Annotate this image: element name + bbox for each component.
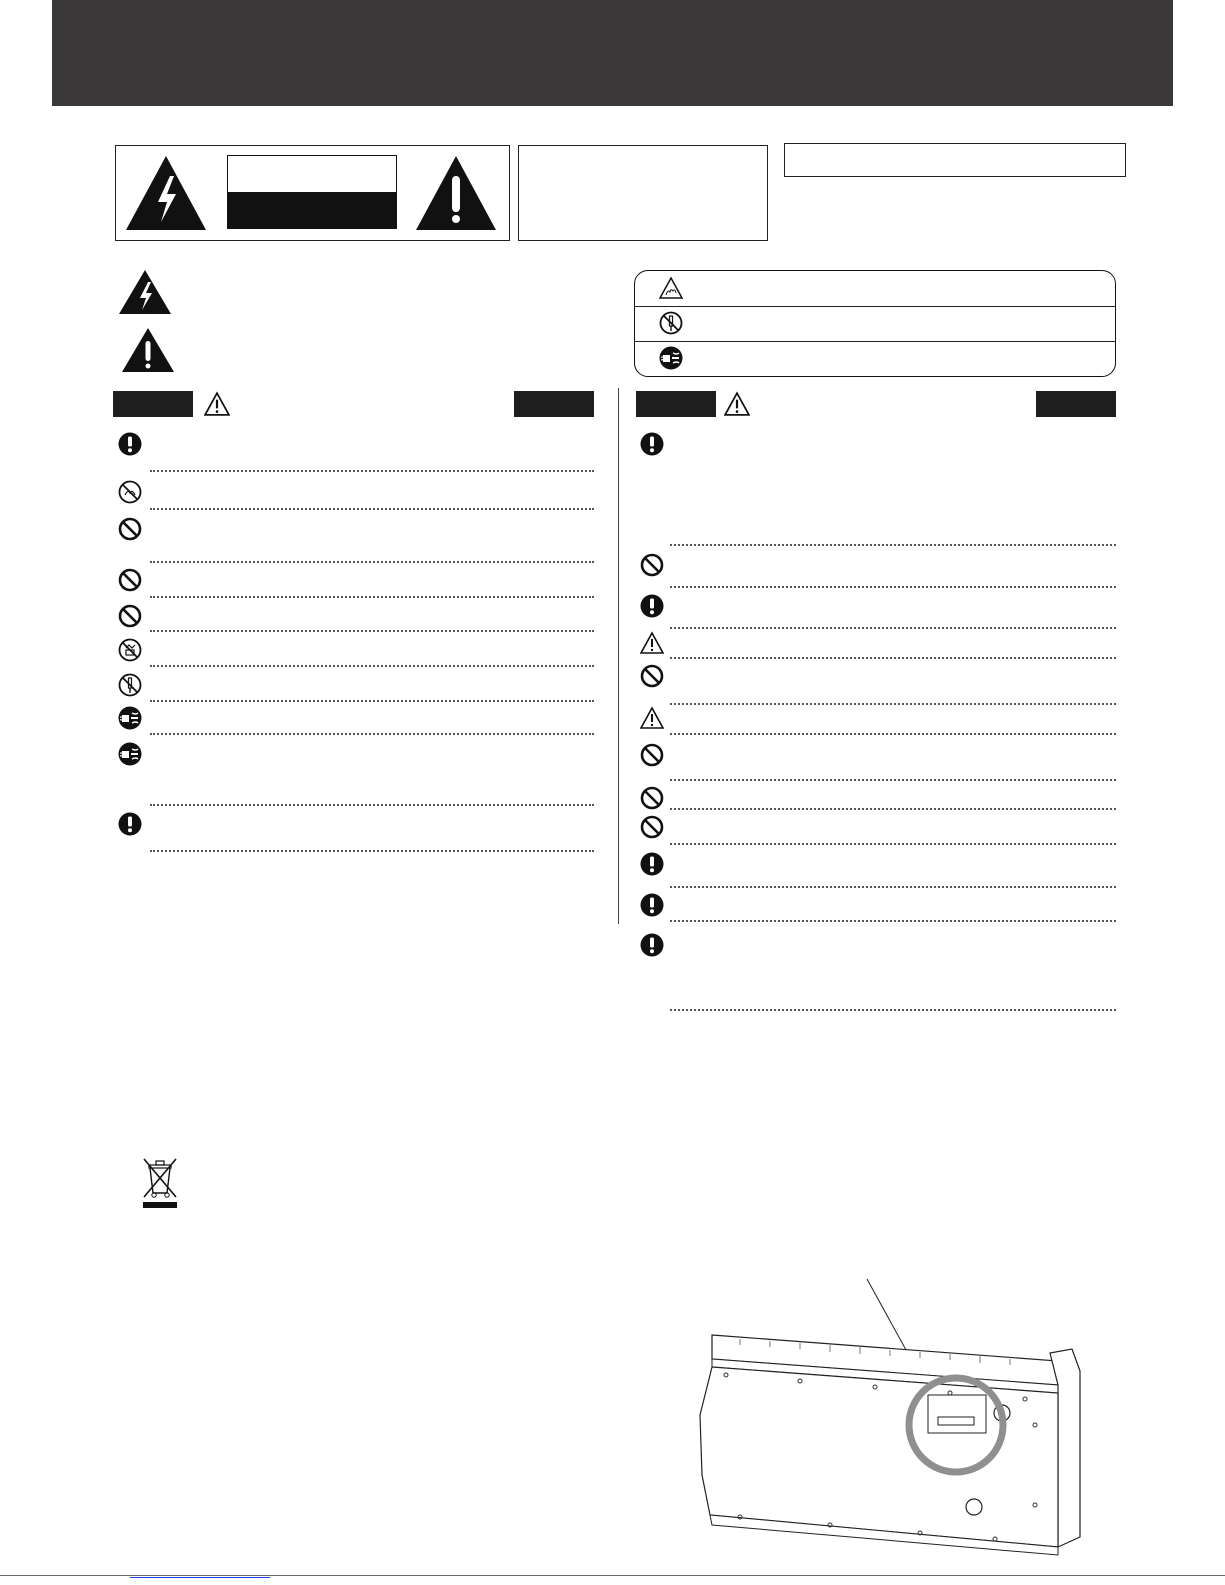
- caution-icon: [203, 391, 231, 417]
- mandatory-icon: [118, 432, 142, 456]
- no-water-icon: [118, 638, 142, 662]
- separator: [670, 920, 1116, 922]
- lightning-symbol-icon: [117, 268, 173, 316]
- separator: [670, 544, 1116, 546]
- product-label-location-illustration: [690, 1275, 1090, 1575]
- exclamation-symbol-icon: [120, 326, 176, 374]
- mandatory-icon: [118, 812, 142, 836]
- no-disassemble-icon: [659, 311, 683, 335]
- separator: [150, 630, 594, 632]
- note-box: [518, 145, 768, 241]
- footer-link-underline[interactable]: [130, 1577, 270, 1578]
- mandatory-icon: [640, 432, 664, 456]
- column-divider: [618, 388, 619, 924]
- symbol-legend: [634, 270, 1116, 377]
- prohibition-icon: [640, 553, 664, 577]
- caution-icon: [640, 706, 664, 730]
- separator: [670, 808, 1116, 810]
- prohibition-icon: [118, 604, 142, 628]
- separator: [670, 627, 1116, 629]
- caution-icon: [640, 631, 664, 655]
- notice-box: [784, 143, 1126, 177]
- separator: [150, 470, 594, 472]
- header-bar: [52, 0, 1173, 106]
- left-section-tag: [514, 391, 594, 417]
- prohibition-icon: [640, 664, 664, 688]
- separator: [670, 657, 1116, 659]
- separator: [670, 779, 1116, 781]
- caution-label-block: [227, 155, 397, 229]
- mandatory-icon: [640, 893, 664, 917]
- separator: [150, 665, 594, 667]
- prohibition-icon: [118, 568, 142, 592]
- separator: [150, 804, 594, 806]
- separator: [670, 733, 1116, 735]
- weee-bin-icon: [140, 1155, 180, 1211]
- separator: [670, 886, 1116, 888]
- prohibition-icon: [640, 743, 664, 767]
- mandatory-icon: [640, 594, 664, 618]
- mandatory-icon: [640, 852, 664, 876]
- footer-rule: [0, 1575, 1225, 1576]
- right-section-tag: [1036, 391, 1116, 417]
- unplug-icon: [118, 706, 142, 730]
- separator: [150, 850, 594, 852]
- caution-icon: [723, 391, 751, 417]
- separator: [670, 586, 1116, 588]
- separator: [670, 1009, 1116, 1011]
- right-section-heading: [636, 391, 716, 417]
- exclamation-warning-icon: [414, 154, 498, 232]
- unplug-icon: [659, 346, 683, 370]
- lightning-warning-icon: [124, 154, 208, 232]
- hand-caution-icon: [659, 276, 683, 300]
- separator: [150, 561, 594, 563]
- unplug-icon: [118, 742, 142, 766]
- prohibition-icon: [118, 517, 142, 541]
- separator: [150, 596, 594, 598]
- separator: [670, 843, 1116, 845]
- separator: [150, 700, 594, 702]
- prohibition-icon: [640, 815, 664, 839]
- mandatory-icon: [640, 933, 664, 957]
- no-wet-hands-icon: [118, 480, 142, 504]
- separator: [150, 508, 594, 510]
- legend-divider: [635, 306, 1115, 307]
- separator: [150, 733, 594, 735]
- no-disassemble-icon: [118, 673, 142, 697]
- separator: [670, 703, 1116, 705]
- caution-panel: [115, 145, 510, 241]
- left-section-heading: [113, 391, 193, 417]
- legend-divider: [635, 341, 1115, 342]
- prohibition-icon: [640, 786, 664, 810]
